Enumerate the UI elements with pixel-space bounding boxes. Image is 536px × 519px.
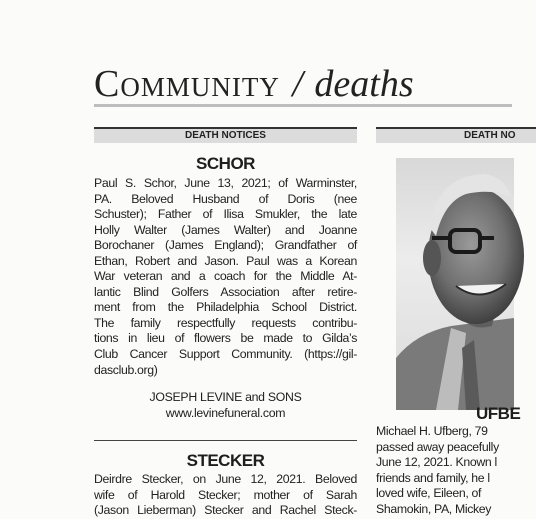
- notice-line: tions in lieu of flowers be made to Gilda’s: [94, 331, 357, 346]
- portrait-photo: [396, 158, 514, 410]
- notice-line: Holly Walter (James Walter) and Joanne: [94, 222, 357, 237]
- notice-line: dasclub.org): [94, 362, 158, 377]
- notice-line: loved wife, Eileen, of: [376, 486, 482, 501]
- notice-line: Schuster); Father of Ilisa Smukler, the late: [94, 207, 357, 222]
- notice-line: War veteran and a coach for the Middle At-: [94, 269, 357, 284]
- notice-line: friends and family, he l: [376, 470, 490, 485]
- notice-divider: [94, 440, 357, 441]
- section-separator: /: [292, 63, 304, 105]
- notice-line: Deirdre Stecker, on June 12, 2021. Beloved: [94, 472, 357, 486]
- notice-line: Borochaner (James England); Grandfather of: [94, 238, 357, 253]
- notice-body-ufberg: [376, 424, 516, 517]
- funeral-home-name: JOSEPH LEVINE and SONS: [149, 390, 302, 404]
- notice-line: ment from the Philadelphia School District.: [94, 300, 357, 315]
- notice-line: Paul S. Schor, June 13, 2021; of Warminster,: [94, 176, 357, 190]
- notice-name-ufberg: UFBE: [476, 404, 521, 423]
- notice-name-stecker: STECKER: [186, 451, 265, 470]
- notice-line: lantic Blind Golfers Association after retire-: [94, 284, 357, 299]
- notice-line: PA. Beloved Husband of Doris (nee: [94, 191, 357, 206]
- funeral-home-website[interactable]: www.levinefuneral.com: [165, 406, 286, 420]
- notice-name-schor: SCHOR: [196, 154, 255, 173]
- notice-body-schor: [94, 176, 357, 378]
- notice-line: June 12, 2021. Known l: [376, 455, 497, 470]
- notice-line: The family respectfully requests contribu-: [94, 315, 357, 330]
- notice-body-stecker: [94, 472, 357, 519]
- notice-line: wife of Harold Stecker; mother of Sarah: [94, 487, 357, 502]
- notice-line: Shamokin, PA, Mickey: [376, 501, 492, 516]
- notice-line: Club Cancer Support Community. (https://gil-: [94, 347, 357, 362]
- notice-line: Ethan, Robert and Jason. Paul was a Korean: [94, 253, 357, 268]
- notice-line: passed away peacefully: [376, 439, 499, 454]
- notice-line: Michael H. Ufberg, 79: [376, 424, 488, 438]
- notice-line: (Jason Lieberman) Stecker and Rachel Steck-: [94, 503, 357, 518]
- column-heading-right: DEATH NO: [376, 127, 536, 143]
- column-heading-left: DEATH NOTICES: [94, 127, 357, 143]
- section-subtitle: deaths: [314, 63, 414, 105]
- section-title: [94, 62, 414, 106]
- section-name: Community: [94, 63, 280, 105]
- section-header: [94, 56, 512, 107]
